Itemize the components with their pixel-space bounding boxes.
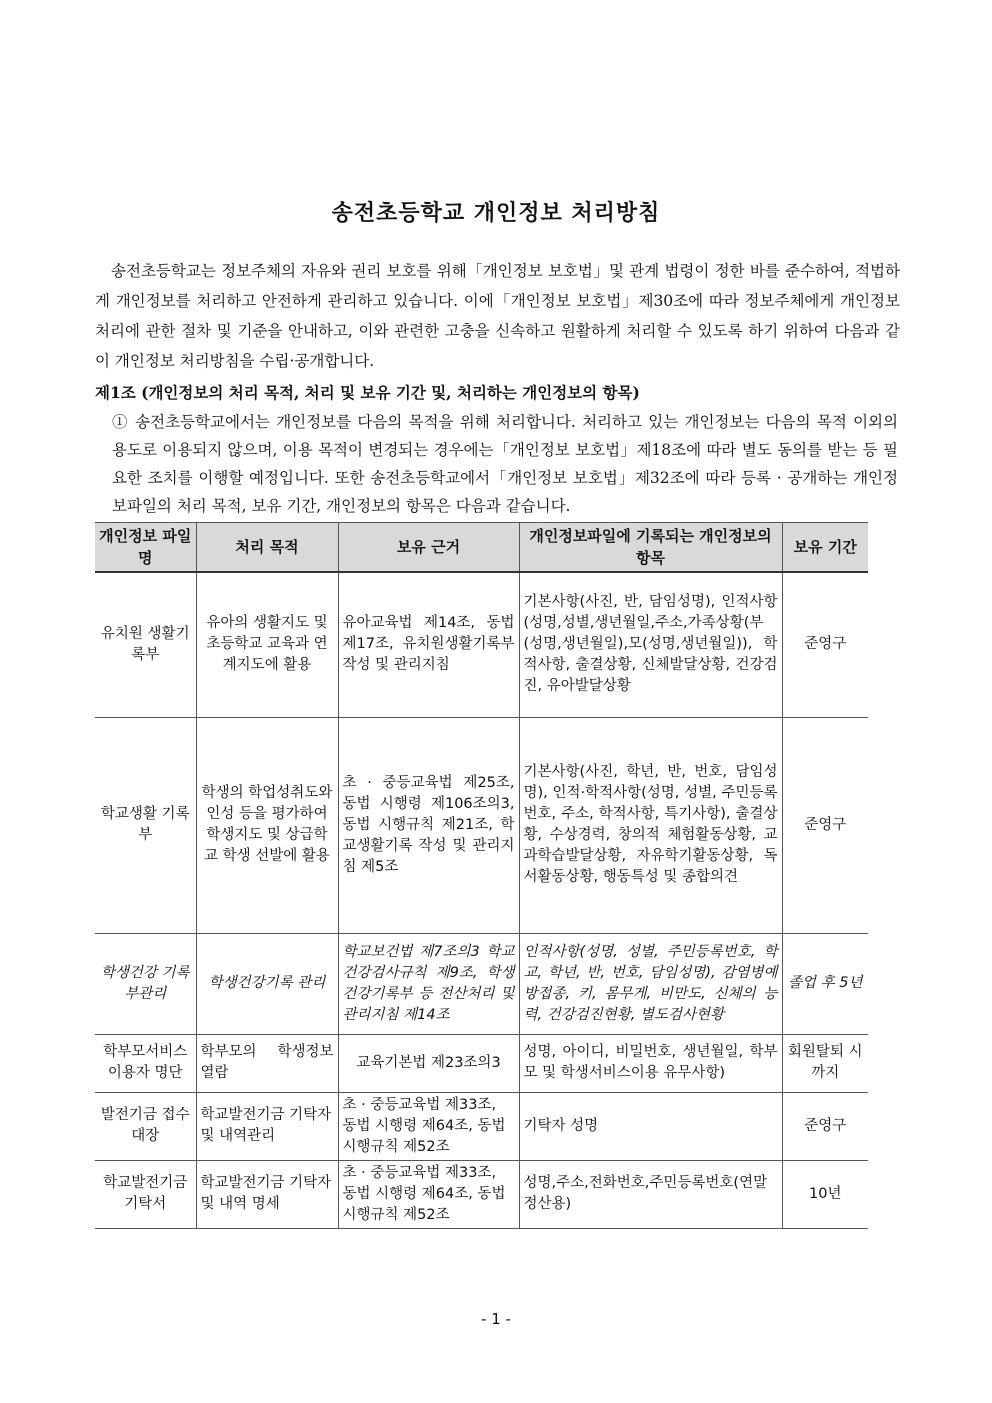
cell-file-name: 학생건강 기록부관리 (95, 933, 196, 1034)
page-number: - 1 - (481, 1310, 511, 1328)
table-row (95, 1160, 868, 1228)
cell-file-name: 학교생활 기록부 (95, 717, 196, 933)
header-basis: 보유 근거 (338, 523, 519, 573)
table-row (95, 933, 868, 1034)
cell-period: 준영구 (782, 572, 868, 717)
cell-items: 성명, 아이디, 비밀번호, 생년월일, 학부모 및 학생서비스이용 유무사항) (519, 1034, 782, 1092)
cell-period: 준영구 (782, 1092, 868, 1160)
table-row (95, 1034, 868, 1092)
cell-basis: 초 · 중등교육법 제33조, 동법 시행령 제64조, 동법 시행규칙 제52조 (338, 1160, 519, 1228)
cell-file-name: 유치원 생활기록부 (95, 572, 196, 717)
privacy-file-table (95, 522, 868, 1229)
cell-items: 기탁자 성명 (519, 1092, 782, 1160)
cell-basis: 초 · 중등교육법 제33조, 동법 시행령 제64조, 동법 시행규칙 제52조 (338, 1092, 519, 1160)
header-file-name: 개인정보 파일명 (95, 523, 196, 573)
table-row (95, 1092, 868, 1160)
cell-file-name: 발전기금 접수대장 (95, 1092, 196, 1160)
cell-file-name: 학교발전기금 기탁서 (95, 1160, 196, 1228)
intro-paragraph: 송전초등학교는 정보주체의 자유와 권리 보호를 위해「개인정보 보호법」및 관계 법령이 정한 바를 준수하여, 적법하게 개인정보를 처리하고 안전하게 관리하고 있습니다. 이에「개인정보 보호법」제30조에 따라 정보주체에게 개인정보 처리에 관한 절차 및 기준을 안내하고, 이와 관련한 고충을 신속하고 원활하게 처리할 수 있도록 하기 위하여 다음과 같이 개인정보 처리방침을 수립·공개합니다. (95, 262, 900, 370)
cell-basis: 유아교육법 제14조, 동법 제17조, 유치원생활기록부 작성 및 관리지침 (338, 572, 519, 717)
article-1-paragraph: ① 송전초등학교에서는 개인정보를 다음의 목적을 위해 처리합니다. 처리하고 있는 개인정보는 다음의 목적 이외의 용도로 이용되지 않으며, 이용 목적이 변경되는 경우에는「개인정보 보호법」제18조에 따라 별도 동의를 받는 등 필요한 조치를 이행할 예정입니다. 또한 송전초등학교에서「개인정보 보호법」제32조에 따라 등록 · 공개하는 개인정보파일의 처리 목적, 보유 기간, 개인정보의 항목은 다음과 같습니다. (112, 413, 898, 515)
table-row (95, 572, 868, 717)
cell-basis: 학교보건법 제7조의3 학교건강검사규칙 제9조, 학생건강기록부 등 전산처리 및 관리지침 제14조 (338, 933, 519, 1034)
document-title: 송전초등학교 개인정보 처리방침 (331, 201, 661, 226)
cell-items: 인적사항(성명, 성별, 주민등록번호, 학교, 학년, 반, 번호, 담임성명), 감염병예방접종, 키, 몸무게, 비만도, 신체의 능력, 건강검진현황, 별도검사현황 (519, 933, 782, 1034)
cell-period: 10년 (782, 1160, 868, 1228)
cell-file-name: 학부모서비스 이용자 명단 (95, 1034, 196, 1092)
header-purpose: 처리 목적 (196, 523, 338, 573)
cell-items: 기본사항(사진, 반, 담임성명), 인적사항(성명,성별,생년월일,주소,가족상황(부(성명,생년월일),모(성명,생년월일)), 학적사항, 출결상황, 신체발달상황, 건강검진, 유아발달상황 (519, 572, 782, 717)
cell-purpose: 학부모의 학생정보 열람 (196, 1034, 338, 1092)
cell-period: 준영구 (782, 717, 868, 933)
cell-purpose: 유아의 생활지도 및 초등학교 교육과 연계지도에 활용 (196, 572, 338, 717)
cell-items: 성명,주소,전화번호,주민등록번호(연말정산용) (519, 1160, 782, 1228)
table-header-row (95, 523, 868, 573)
cell-purpose: 학생건강기록 관리 (196, 933, 338, 1034)
cell-basis: 초 · 중등교육법 제25조, 동법 시행령 제106조의3, 동법 시행규칙 제21조, 학교생활기록 작성 및 관리지침 제5조 (338, 717, 519, 933)
cell-period: 졸업 후 5년 (782, 933, 868, 1034)
cell-basis: 교육기본법 제23조의3 (338, 1034, 519, 1092)
header-period: 보유 기간 (782, 523, 868, 573)
table-row (95, 717, 868, 933)
header-items: 개인정보파일에 기록되는 개인정보의 항목 (519, 523, 782, 573)
article-1-heading: 제1조 (개인정보의 처리 목적, 처리 및 보유 기간 및, 처리하는 개인정보의 항목) (95, 383, 640, 402)
cell-purpose: 학교발전기금 기탁자 및 내역 명세 (196, 1160, 338, 1228)
cell-purpose: 학생의 학업성취도와 인성 등을 평가하여 학생지도 및 상급학교 학생 선발에 활용 (196, 717, 338, 933)
cell-items: 기본사항(사진, 학년, 반, 번호, 담임성명), 인적·학적사항(성명, 성별, 주민등록번호, 주소, 학적사항, 특기사항), 출결상황, 수상경력, 창의적 체험활동상황, 교과학습발달상황, 자유학기활동상황, 독서활동상황, 행동특성 및 종합의견 (519, 717, 782, 933)
cell-purpose: 학교발전기금 기탁자 및 내역관리 (196, 1092, 338, 1160)
cell-period: 회원탈퇴 시까지 (782, 1034, 868, 1092)
